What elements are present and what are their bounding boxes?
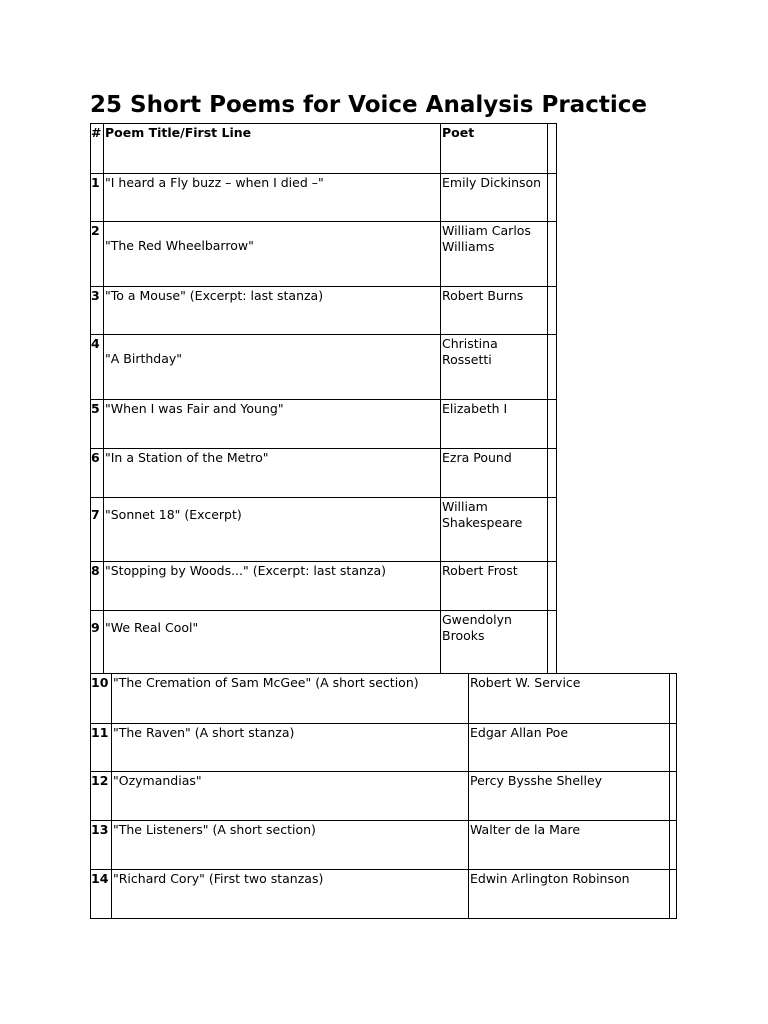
table-row — [91, 772, 677, 821]
poet-name: Edwin Arlington Robinson — [469, 870, 670, 919]
poem-title: "To a Mouse" (Excerpt: last stanza) — [104, 287, 441, 335]
poem-title: "The Raven" (A short stanza) — [112, 724, 469, 772]
header-title: Poem Title/First Line — [104, 124, 441, 174]
extra-cell — [548, 400, 557, 449]
poet-name: William Shakespeare — [441, 498, 548, 562]
extra-cell — [670, 870, 677, 919]
table-row — [91, 821, 677, 870]
row-number: 3 — [91, 287, 104, 335]
extra-cell — [670, 724, 677, 772]
table-row — [91, 870, 677, 919]
table-row — [91, 562, 557, 611]
poem-title: "Ozymandias" — [112, 772, 469, 821]
table-row — [91, 611, 557, 674]
table-row — [91, 335, 557, 400]
poem-title: "Richard Cory" (First two stanzas) — [112, 870, 469, 919]
row-number: 10 — [91, 674, 112, 724]
table-row — [91, 674, 677, 724]
poet-name: Christina Rossetti — [441, 335, 548, 400]
row-number: 8 — [91, 562, 104, 611]
poet-name: Robert Frost — [441, 562, 548, 611]
poet-name: Emily Dickinson — [441, 174, 548, 222]
extra-cell — [548, 449, 557, 498]
table-row — [91, 498, 557, 562]
extra-cell — [548, 174, 557, 222]
poet-name: Gwendolyn Brooks — [441, 611, 548, 674]
poet-name: Robert W. Service — [469, 674, 670, 724]
header-poet: Poet — [441, 124, 548, 174]
extra-cell — [548, 562, 557, 611]
poem-title: "The Cremation of Sam McGee" (A short section) — [112, 674, 469, 724]
header-extra-cell — [548, 124, 557, 174]
header-number: # — [91, 124, 104, 174]
poem-title: "The Listeners" (A short section) — [112, 821, 469, 870]
row-number: 11 — [91, 724, 112, 772]
row-number: 6 — [91, 449, 104, 498]
poem-title: "Stopping by Woods..." (Excerpt: last stanza) — [104, 562, 441, 611]
poem-title: "When I was Fair and Young" — [104, 400, 441, 449]
extra-cell — [548, 498, 557, 562]
extra-cell — [670, 772, 677, 821]
poet-name: William Carlos Williams — [441, 222, 548, 287]
poet-name: Edgar Allan Poe — [469, 724, 670, 772]
poet-name: Percy Bysshe Shelley — [469, 772, 670, 821]
poems-table-bottom — [90, 673, 677, 919]
poet-name: Robert Burns — [441, 287, 548, 335]
table-row — [91, 287, 557, 335]
table-header-row — [91, 124, 557, 174]
poet-name: Elizabeth I — [441, 400, 548, 449]
table-row — [91, 449, 557, 498]
poem-title: "A Birthday" — [104, 335, 441, 400]
poet-name: Walter de la Mare — [469, 821, 670, 870]
poem-title: "The Red Wheelbarrow" — [104, 222, 441, 287]
poet-name: Ezra Pound — [441, 449, 548, 498]
row-number: 7 — [91, 498, 104, 562]
table-row — [91, 174, 557, 222]
row-number: 12 — [91, 772, 112, 821]
row-number: 4 — [91, 335, 104, 400]
extra-cell — [548, 335, 557, 400]
page-title: 25 Short Poems for Voice Analysis Practice — [90, 92, 647, 118]
row-number: 14 — [91, 870, 112, 919]
poem-title: "I heard a Fly buzz – when I died –" — [104, 174, 441, 222]
row-number: 5 — [91, 400, 104, 449]
poem-title: "We Real Cool" — [104, 611, 441, 674]
extra-cell — [548, 611, 557, 674]
extra-cell — [548, 222, 557, 287]
poem-title: "Sonnet 18" (Excerpt) — [104, 498, 441, 562]
poem-title: "In a Station of the Metro" — [104, 449, 441, 498]
table-row — [91, 724, 677, 772]
table-row — [91, 222, 557, 287]
poems-table-top — [90, 123, 557, 674]
row-number: 9 — [91, 611, 104, 674]
row-number: 1 — [91, 174, 104, 222]
table-row — [91, 400, 557, 449]
extra-cell — [670, 674, 677, 724]
row-number: 13 — [91, 821, 112, 870]
extra-cell — [548, 287, 557, 335]
row-number: 2 — [91, 222, 104, 287]
extra-cell — [670, 821, 677, 870]
